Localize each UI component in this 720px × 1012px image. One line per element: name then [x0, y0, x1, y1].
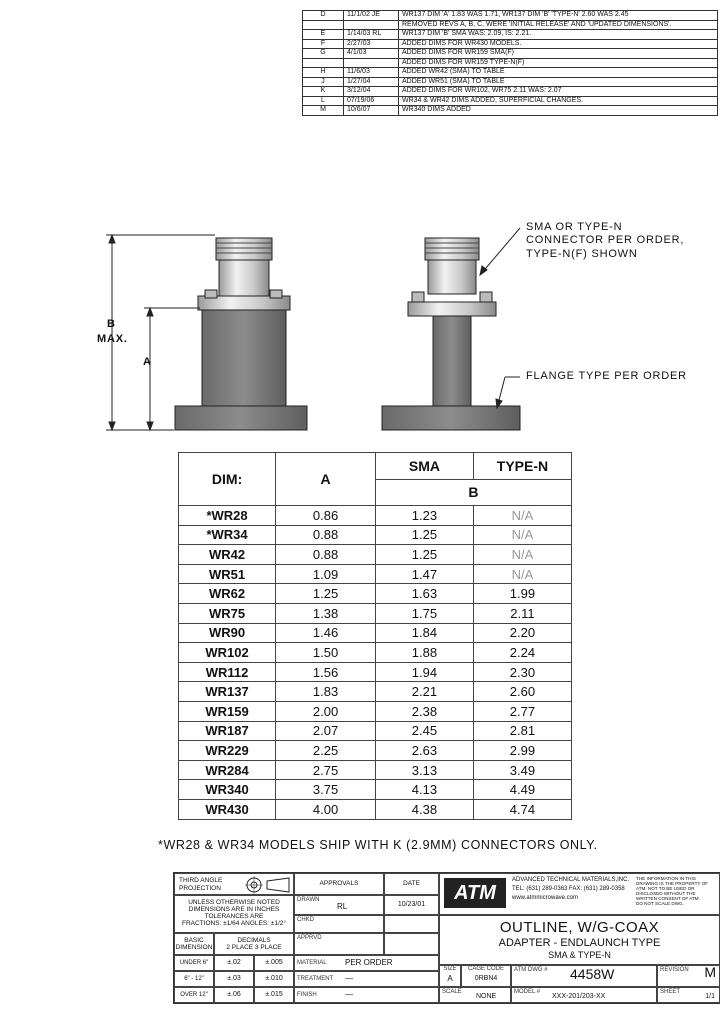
table-row [179, 760, 572, 780]
title-box [439, 915, 720, 965]
revision-row [303, 87, 718, 97]
treatment-value: — [345, 974, 353, 983]
revision-date: 1/27/04 [344, 77, 399, 87]
cell-typen: 2.77 [473, 701, 571, 721]
table-row [179, 701, 572, 721]
cell-dim: WR90 [179, 623, 276, 643]
scale-label: SCALE [442, 989, 462, 995]
cell-dim: WR102 [179, 643, 276, 663]
checked-label: CHKD [297, 917, 315, 923]
cell-sma: 2.45 [375, 721, 473, 741]
revision-date [344, 58, 399, 68]
basic-dim-box [174, 933, 214, 955]
revision-description: WR340 DIMS ADDED [399, 106, 718, 116]
revision-row [303, 96, 718, 106]
cell-a: 2.07 [276, 721, 376, 741]
connector-callout-2: CONNECTOR PER ORDER, [526, 234, 685, 246]
revision-letter: H [303, 68, 344, 78]
cell-dim: WR62 [179, 584, 276, 604]
cell-dim: *WR34 [179, 525, 276, 545]
connector-callout-1: SMA OR TYPE-N [526, 221, 623, 233]
cell-typen: N/A [473, 564, 571, 584]
dwg-value: 4458W [570, 966, 615, 982]
basic-text: BASIC [184, 937, 204, 944]
cell-sma: 1.47 [375, 564, 473, 584]
table-row [179, 623, 572, 643]
cell-a: 1.46 [276, 623, 376, 643]
revision-description: WR34 & WR42 DIMS ADDED, SUPERFICIAL CHANGES. [399, 96, 718, 106]
revision-row [303, 58, 718, 68]
approved-label: APPRVD [297, 935, 322, 941]
drawn-date: 10/23/01 [384, 895, 439, 915]
prop-line-2: DRAWING IS THE PROPERTY OF [636, 881, 709, 886]
cell-sma: 4.13 [375, 780, 473, 800]
finish-value: — [345, 990, 353, 999]
projection-symbol-icon [245, 876, 293, 894]
revision-date: 11/1/02 JE [344, 11, 399, 21]
cage-label: CAGE CODE [467, 966, 504, 972]
tol-line-1: UNLESS OTHERWISE NOTED [188, 899, 280, 906]
cell-dim: WR284 [179, 760, 276, 780]
proprietary-notice [636, 876, 708, 906]
cell-sma: 3.13 [375, 760, 473, 780]
cell-typen: 3.49 [473, 760, 571, 780]
revision-date: 3/12/04 [344, 87, 399, 97]
model-label: MODEL # [514, 989, 541, 995]
revision-letter: D [303, 11, 344, 21]
label-a: A [143, 356, 152, 368]
model-box [511, 987, 657, 1003]
tolerance-range: 6" - 12" [174, 971, 214, 987]
tolerance-p2: ±.03 [214, 971, 254, 987]
cell-sma: 1.84 [375, 623, 473, 643]
tolerance-p2: ±.02 [214, 955, 254, 971]
table-row [179, 525, 572, 545]
header-typen: TYPE-N [473, 453, 571, 480]
revision-description: ADDED DIMS FOR WR430 MODELS. [399, 39, 718, 49]
cell-sma: 1.23 [375, 506, 473, 526]
size-box [439, 965, 461, 987]
cell-sma: 1.88 [375, 643, 473, 663]
cell-dim: WR75 [179, 603, 276, 623]
material-value: PER ORDER [345, 958, 393, 967]
revision-row [303, 68, 718, 78]
cell-dim: WR112 [179, 662, 276, 682]
cell-typen: N/A [473, 545, 571, 565]
cell-sma: 2.38 [375, 701, 473, 721]
company-block [439, 873, 720, 915]
revision-table [302, 10, 718, 116]
table-row [179, 584, 572, 604]
connector-callout-3: TYPE-N(F) SHOWN [526, 248, 638, 260]
cage-box [461, 965, 511, 987]
approved-date [384, 933, 439, 955]
cell-typen: 2.60 [473, 682, 571, 702]
cell-a: 1.83 [276, 682, 376, 702]
scale-box [439, 987, 511, 1003]
cell-sma: 2.63 [375, 741, 473, 761]
places-text: 2 PLACE 3 PLACE [226, 944, 282, 951]
table-row [179, 662, 572, 682]
revision-date: 4/1/03 [344, 49, 399, 59]
cell-sma: 1.25 [375, 545, 473, 565]
cell-typen: 2.99 [473, 741, 571, 761]
dwg-box [511, 965, 657, 987]
tolerance-range: UNDER 6" [174, 955, 214, 971]
revision-row [303, 39, 718, 49]
cell-dim: WR137 [179, 682, 276, 702]
revision-description: REMOVED REVS A, B, C, WERE 'INITIAL RELEASE' AND 'UPDATED DIMENSIONS'. [399, 20, 718, 30]
drawn-row [294, 895, 384, 915]
drawing-subtitle: ADAPTER - ENDLAUNCH TYPE [498, 937, 661, 949]
revision-date: 11/6/03 [344, 68, 399, 78]
company-web: www.atmmicrowave.com [512, 895, 579, 901]
revision-letter: F [303, 39, 344, 49]
tolerance-range: OVER 12" [174, 987, 214, 1003]
revision-date: 1/14/03 RL [344, 30, 399, 40]
finish-row [294, 987, 439, 1003]
dimensions-table [178, 452, 572, 820]
front-view [175, 238, 307, 430]
projection-box [174, 873, 294, 895]
tol-line-2: DIMENSIONS ARE IN INCHES [188, 906, 280, 913]
cell-a: 1.56 [276, 662, 376, 682]
cell-typen: 4.74 [473, 799, 571, 819]
prop-line-5: WRITTEN CONSENT OF ATM. [636, 896, 700, 901]
revision-value: M [704, 965, 716, 980]
revision-row [303, 49, 718, 59]
cell-dim: WR187 [179, 721, 276, 741]
cell-typen: 2.11 [473, 603, 571, 623]
revision-row [303, 11, 718, 21]
table-row [179, 682, 572, 702]
table-row [179, 741, 572, 761]
cell-dim: WR51 [179, 564, 276, 584]
label-b-max: MAX. [97, 333, 128, 345]
material-row [294, 955, 439, 971]
revision-description: WR137 DIM 'A' 1.83 WAS 1.71, WR137 DIM 'B' 'TYPE-N' 2.60 WAS 2.45 [399, 11, 718, 21]
cell-sma: 2.21 [375, 682, 473, 702]
tolerance-p3: ±.015 [254, 987, 294, 1003]
cell-a: 1.25 [276, 584, 376, 604]
revision-description: ADDED DIMS FOR WR159 TYPE-N(F) [399, 58, 718, 68]
drawing-subtitle-2: SMA & TYPE-N [548, 950, 611, 960]
revision-letter: L [303, 96, 344, 106]
revision-description: WR137 DIM 'B' SMA WAS: 2.09, IS: 2.21. [399, 30, 718, 40]
tolerance-notes [174, 895, 294, 933]
cell-typen: N/A [473, 506, 571, 526]
cell-dim: *WR28 [179, 506, 276, 526]
company-name: ADVANCED TECHNICAL MATERIALS,INC. [512, 877, 630, 883]
cell-sma: 4.38 [375, 799, 473, 819]
scale-value: NONE [476, 993, 497, 1000]
revision-label: REVISION [660, 967, 689, 973]
drawn-by: RL [337, 902, 348, 911]
cell-a: 0.86 [276, 506, 376, 526]
decimals-box [214, 933, 294, 955]
checked-row [294, 915, 384, 933]
revision-letter [303, 58, 344, 68]
cell-a: 0.88 [276, 525, 376, 545]
checked-date [384, 915, 439, 933]
cell-a: 1.38 [276, 603, 376, 623]
cell-typen: N/A [473, 525, 571, 545]
revision-letter: G [303, 49, 344, 59]
revision-box [657, 965, 720, 987]
cell-a: 2.25 [276, 741, 376, 761]
revision-letter: K [303, 87, 344, 97]
treatment-label: TREATMENT [297, 976, 334, 982]
dimension-text: DIMENSION [175, 944, 213, 951]
prop-line-6: DO NOT SCALE DWG. [636, 901, 684, 906]
cell-a: 3.75 [276, 780, 376, 800]
approvals-header: APPROVALS [294, 873, 384, 895]
cell-sma: 1.94 [375, 662, 473, 682]
tolerance-p2: ±.06 [214, 987, 254, 1003]
cell-typen: 2.20 [473, 623, 571, 643]
revision-description: ADDED DIMS FOR WR159 SMA(F) [399, 49, 718, 59]
drawing-title: OUTLINE, W/G-COAX [499, 919, 660, 936]
sheet-box [657, 987, 720, 1003]
revision-row [303, 106, 718, 116]
size-value: A [447, 974, 453, 983]
revision-row [303, 77, 718, 87]
cell-typen: 1.99 [473, 584, 571, 604]
table-row [179, 721, 572, 741]
table-row [179, 780, 572, 800]
revision-row [303, 20, 718, 30]
cell-typen: 2.30 [473, 662, 571, 682]
finish-label: FINISH [297, 992, 317, 998]
table-row [179, 643, 572, 663]
revision-description: ADDED DIMS FOR WR102, WR75 2.11 WAS: 2.07 [399, 87, 718, 97]
cell-sma: 1.63 [375, 584, 473, 604]
prop-line-4: DISCLOSED WITHOUT THE [636, 891, 696, 896]
model-value: XXX-201/203-XX [552, 993, 606, 1000]
third-angle-text: THIRD ANGLE [179, 877, 223, 884]
cage-value: 0RBN4 [474, 975, 498, 982]
date-header: DATE [384, 873, 439, 895]
title-block [173, 872, 720, 1004]
cell-a: 1.50 [276, 643, 376, 663]
atm-logo: ATM [444, 878, 506, 908]
header-sma: SMA [375, 453, 473, 480]
cell-a: 1.09 [276, 564, 376, 584]
prop-line-3: ATM. NOT TO BE USED OR [636, 886, 695, 891]
revision-letter: E [303, 30, 344, 40]
table-row [179, 564, 572, 584]
tol-line-4: FRACTIONS: ±1/64 ANGLES: ±1/2° [181, 920, 287, 927]
cell-a: 4.00 [276, 799, 376, 819]
label-b: B [107, 318, 116, 330]
cell-dim: WR42 [179, 545, 276, 565]
model-note: *WR28 & WR34 MODELS SHIP WITH K (2.9MM) CONNECTORS ONLY. [158, 838, 598, 852]
cell-a: 0.88 [276, 545, 376, 565]
prop-line-1: THE INFORMATION IN THIS [636, 876, 696, 881]
revision-date: 07/19/06 [344, 96, 399, 106]
cell-typen: 4.49 [473, 780, 571, 800]
table-row [179, 506, 572, 526]
cell-a: 2.00 [276, 701, 376, 721]
revision-row [303, 30, 718, 40]
treatment-row [294, 971, 439, 987]
revision-date: 10/6/07 [344, 106, 399, 116]
revision-letter: J [303, 77, 344, 87]
sheet-label: SHEET [660, 989, 681, 995]
table-row [179, 603, 572, 623]
decimals-text: DECIMALS [237, 937, 271, 944]
tolerance-p3: ±.005 [254, 955, 294, 971]
revision-date [344, 20, 399, 30]
tol-line-3: TOLERANCES ARE [204, 913, 264, 920]
cell-dim: WR159 [179, 701, 276, 721]
cell-sma: 1.75 [375, 603, 473, 623]
revision-letter [303, 20, 344, 30]
approved-row [294, 933, 384, 955]
sheet-value: 1/1 [705, 993, 715, 1000]
material-label: MATERIAL [297, 960, 327, 966]
cell-a: 2.75 [276, 760, 376, 780]
flange-callout: FLANGE TYPE PER ORDER [526, 370, 687, 382]
cell-dim: WR229 [179, 741, 276, 761]
tolerance-p3: ±.010 [254, 971, 294, 987]
header-dim: DIM: [179, 453, 276, 506]
revision-description: ADDED WR51 (SMA) TO TABLE [399, 77, 718, 87]
revision-date: 2/27/03 [344, 39, 399, 49]
projection-text: PROJECTION [179, 885, 221, 892]
dwg-label: ATM DWG # [514, 967, 548, 973]
header-a: A [276, 453, 376, 506]
cell-dim: WR430 [179, 799, 276, 819]
cell-sma: 1.25 [375, 525, 473, 545]
header-b: B [375, 479, 571, 506]
cell-typen: 2.24 [473, 643, 571, 663]
drawn-label: DRAWN [297, 897, 320, 903]
revision-letter: M [303, 106, 344, 116]
table-row [179, 799, 572, 819]
revision-description: ADDED WR42 (SMA) TO TABLE [399, 68, 718, 78]
table-row [179, 545, 572, 565]
cell-dim: WR340 [179, 780, 276, 800]
cell-typen: 2.81 [473, 721, 571, 741]
size-label: SIZE [443, 966, 457, 972]
company-phone: TEL: (631) 289-0363 FAX: (631) 289-0358 [512, 886, 625, 892]
